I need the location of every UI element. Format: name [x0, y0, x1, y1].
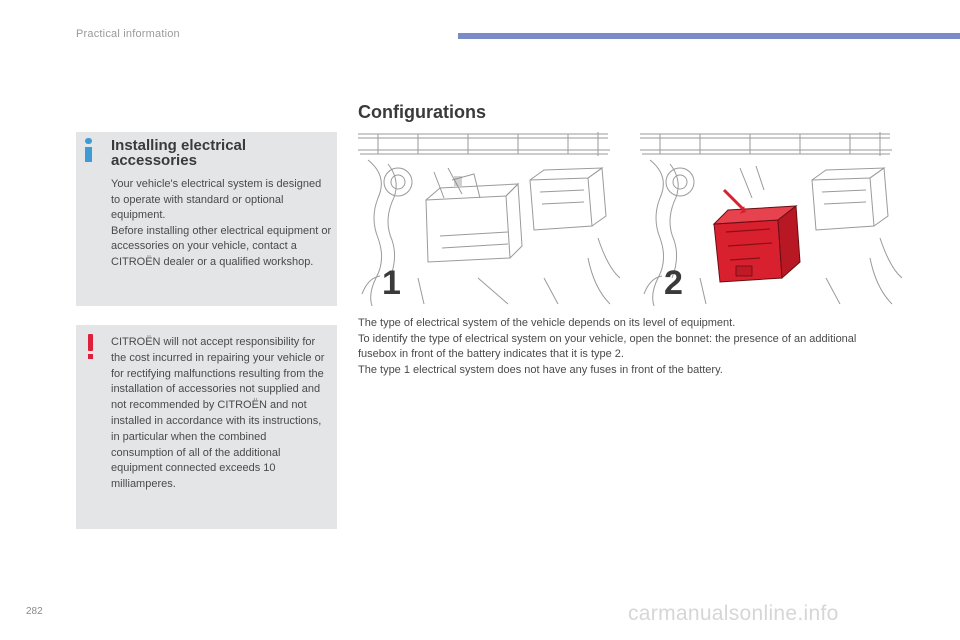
- info-icon: [82, 138, 96, 164]
- fusebox-icon: [714, 206, 800, 282]
- info-paragraph: Your vehicle's electrical system is designed to operate with standard or optional equipment.: [111, 178, 322, 222]
- warning-text: CITROËN will not accept responsibility for the cost incurred in repairing your vehicle or for rectifying malfunctions resulting from the installation of accessories not supplied and not recommended by CITROËN and not installed in accordance with its instructions, in particular when the combined consumption of all of the additional equipment connected exceeds 10 milliamperes.: [111, 336, 325, 491]
- diagram-label: 2: [664, 264, 683, 302]
- diagram-type-2: [640, 128, 904, 306]
- diagram-type-1: [358, 128, 622, 306]
- warning-icon: [86, 334, 96, 360]
- info-heading: Installing electrical accessories: [111, 137, 247, 169]
- page-section-title: Practical information: [76, 28, 180, 40]
- info-text: [111, 177, 333, 271]
- watermark: carmanualsonline.info: [628, 602, 839, 625]
- header-bar: [458, 33, 960, 39]
- info-paragraph: Before installing other electrical equipment or accessories on your vehicle, contact a CITROËN dealer or a qualified workshop.: [111, 224, 332, 268]
- diagram-label: 1: [382, 264, 401, 302]
- configurations-text: [358, 316, 878, 378]
- configurations-paragraph: To identify the type of electrical system on your vehicle, open the bonnet: the presence of an additional fusebox in front of the battery indicates that it is type 2.: [358, 332, 857, 361]
- configurations-paragraph: The type 1 electrical system does not have any fuses in front of the battery.: [358, 363, 723, 376]
- configurations-paragraph: The type of electrical system of the vehicle depends on its level of equipment.: [358, 317, 736, 329]
- page-number: 282: [26, 606, 43, 617]
- configurations-title: Configurations: [358, 102, 486, 122]
